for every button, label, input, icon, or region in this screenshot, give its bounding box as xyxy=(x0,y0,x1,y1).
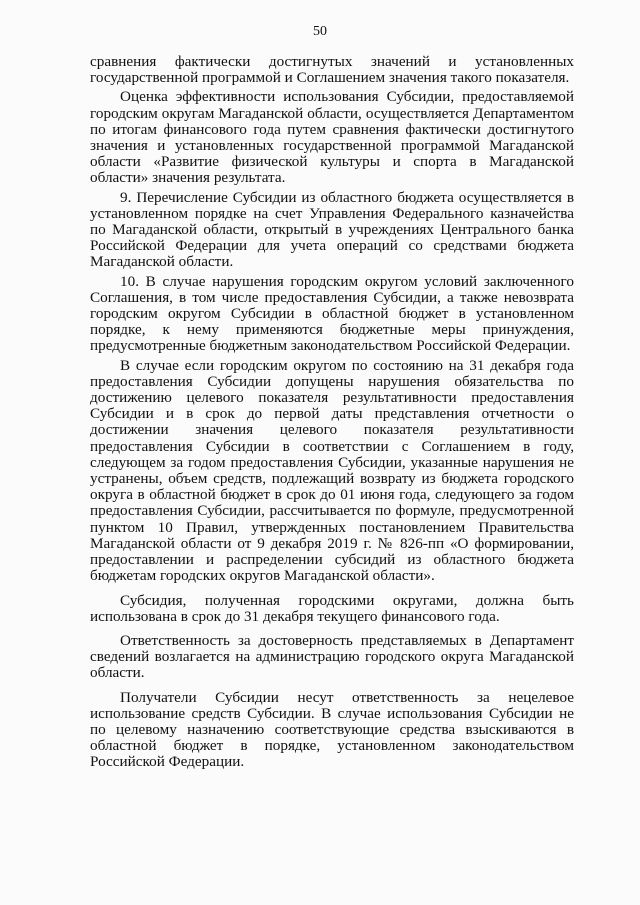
paragraph-continuation: сравнения фактически достигнутых значений и установленных государственной программой и Соглашением значения такого показателя. xyxy=(90,53,574,87)
paragraph-usage-deadline: Субсидия, полученная городскими округами, должна быть использована в срок до 31 декабря текущего финансового года. xyxy=(90,591,574,625)
paragraph-responsibility: Ответственность за достоверность представляемых в Департамент сведений возлагается на администрацию городского округа Магаданской области. xyxy=(90,631,574,682)
paragraph-violation-return: В случае если городским округом по состоянию на 31 декабря года предоставления Субсидии допущены нарушения обязательства по достижению целевого показателя результативности предоставления Субсидии и в срок до первой даты представления отчетности о достижении значения целевого показателя результативности предоставления Субсидии в соответствии с Соглашением в году, следующем за годом предоставления Субсидии, указанные нарушения не устранены, объем средств, подлежащий возврату из бюджета городского округа в областной бюджет в срок до 01 июня года, следующего за годом предоставления Субсидии, рассчитывается по формуле, предусмотренной пунктом 10 Правил, утвержденных постановлением Правительства Магаданской области от 9 декабря 2019 г. № 826-пп «О формировании, предоставлении и распределении субсидий из областного бюджета бюджетам городских округов Магаданской области». xyxy=(90,356,574,585)
page-number: 50 xyxy=(313,24,327,39)
paragraph-efficiency-evaluation: Оценка эффективности использования Субсидии, предоставляемой городским округам Магаданской области, осуществляется Департаментом по итогам финансового года путем сравнения фактически достигнутого значения и установленных государственной программой Магаданской области «Развитие физической культуры и спорта в Магаданской области» значения результата. xyxy=(90,88,574,187)
paragraph-item-10: 10. В случае нарушения городским округом условий заключенного Соглашения, в том числе предоставления Субсидии, а также невозврата городским округом Субсидии в областной бюджет в установленном порядке, к нему применяются бюджетные меры принуждения, предусмотренные бюджетным законодательством Российской Федерации. xyxy=(90,272,574,355)
document-body xyxy=(90,54,574,774)
paragraph-item-9: 9. Перечисление Субсидии из областного бюджета осуществляется в установленном порядке на счет Управления Федерального казначейства по Магаданской области, открытый в учреждениях Центрального банка Российской Федерации для учета операций со средствами бюджета Магаданской области. xyxy=(90,188,574,271)
paragraph-recipients-liability: Получатели Субсидии несут ответственность за нецелевое использование средств Субсидии. В случае использования Субсидии не по целевому назначению соответствующие средства взыскиваются в областной бюджет в порядке, установленном законодательством Российской Федерации. xyxy=(90,688,574,771)
